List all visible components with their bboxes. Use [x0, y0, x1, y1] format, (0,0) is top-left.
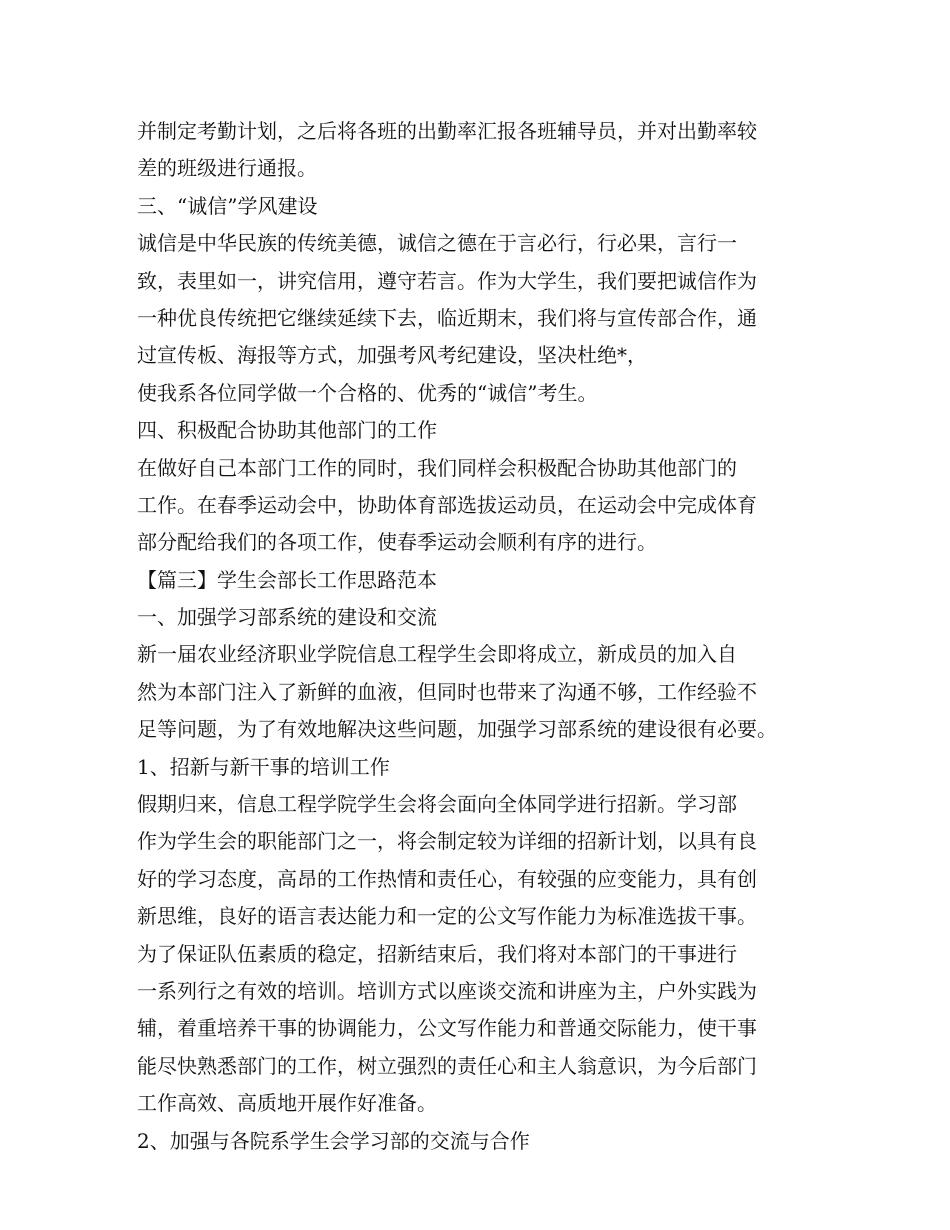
section-heading: 四、积极配合协助其他部门的工作: [137, 418, 437, 443]
subsection-heading: 1、招新与新干事的培训工作: [137, 754, 390, 779]
text-line: 并制定考勤计划，之后将各班的出勤率汇报各班辅导员，并对出勤率较: [137, 119, 757, 143]
section-heading: 三、“诚信”学风建设: [137, 193, 318, 218]
text-line: 新一届农业经济职业学院信息工程学生会即将成立，新成员的加入自: [137, 642, 737, 667]
text-line: 假期归来，信息工程学院学生会将会面向全体同学进行招新。学习部: [137, 792, 737, 817]
text-line: 一系列行之有效的培训。培训方式以座谈交流和讲座为主，户外实践为: [137, 978, 757, 1003]
text-line: 一种优良传统把它继续延续下去，临近期末，我们将与宣传部合作，通: [137, 305, 757, 330]
document-body: [137, 113, 827, 1160]
text-line: 致，表里如一，讲究信用，遵守若言。作为大学生，我们要把诚信作为: [137, 268, 757, 293]
text-line: 然为本部门注入了新鲜的血液，但同时也带来了沟通不够，工作经验不: [137, 679, 757, 704]
text-line: 作为学生会的职能部门之一，将会制定较为详细的招新计划，以具有良: [137, 829, 757, 854]
text-line: 工作。在春季运动会中，协助体育部选拔运动员，在运动会中完成体育: [137, 492, 757, 517]
text-line: 为了保证队伍素质的稳定，招新结束后，我们将对本部门的干事进行: [137, 941, 737, 966]
text-line: 差的班级进行通报。: [137, 156, 317, 181]
section-heading: 一、加强学习部系统的建设和交流: [137, 605, 437, 630]
text-line: 能尽快熟悉部门的工作，树立强烈的责任心和主人翁意识，为今后部门: [137, 1053, 757, 1078]
text-line: 好的学习态度，高昂的工作热情和责任心，有较强的应变能力，具有创: [137, 866, 757, 891]
text-line: 足等问题，为了有效地解决这些问题，加强学习部系统的建设很有必要。: [137, 717, 777, 742]
text-line: 辅，着重培养干事的协调能力，公文写作能力和普通交际能力，使干事: [137, 1016, 757, 1041]
text-line: 部分配给我们的各项工作，使春季运动会顺利有序的进行。: [137, 530, 657, 555]
text-line: 工作高效、高质地开展作好准备。: [137, 1091, 437, 1116]
text-line: 新思维，良好的语言表达能力和一定的公文写作能力为标准选拔干事。: [137, 904, 757, 929]
chapter-heading: 【篇三】学生会部长工作思路范本: [137, 567, 437, 592]
subsection-heading: 2、加强与各院系学生会学习部的交流与合作: [137, 1128, 530, 1153]
text-line: 诚信是中华民族的传统美德，诚信之德在于言必行，行必果，言行一: [137, 231, 737, 256]
text-line: 过宣传板、海报等方式，加强考风考纪建设，坚决杜绝*，: [137, 343, 647, 368]
text-line: 使我系各位同学做一个合格的、优秀的“诚信”考生。: [137, 380, 598, 405]
text-line: 在做好自己本部门工作的同时，我们同样会积极配合协助其他部门的: [137, 455, 737, 480]
